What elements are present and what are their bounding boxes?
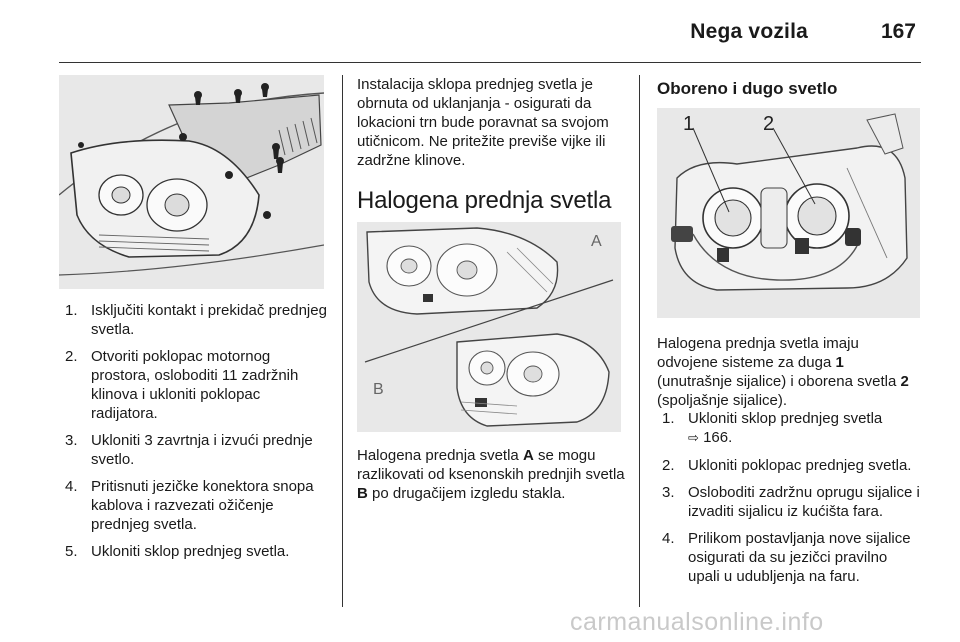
list-item: 3. Ukloniti 3 zavrtnja i izvući prednje svetlo. bbox=[65, 432, 313, 468]
bulb-replacement-steps-list bbox=[662, 409, 922, 594]
list-item: 4. Prilikom postavljanja nove sijalice osigurati da su jezičci pravilno upali u udubljenja na faru. bbox=[662, 530, 911, 585]
section-heading-beams: Oboreno i dugo svetlo bbox=[657, 79, 838, 98]
headlight-removal-drawing bbox=[59, 75, 324, 289]
figure-label-a: A bbox=[591, 233, 602, 250]
figure-label-b: B bbox=[373, 381, 384, 398]
beams-paragraph: Halogena prednja svetla imaju odvojene sisteme za duga 1 (unutrašnje sijalice) i oborena svetla 2 (spoljašnje sijalice). bbox=[657, 335, 909, 409]
list-item: 3. Osloboditi zadržnu oprugu sijalice i izvaditi sijalicu iz kućišta fara. bbox=[662, 484, 920, 520]
figure-label-2: 2 bbox=[763, 113, 775, 135]
page-number: 167 bbox=[880, 20, 916, 43]
header-rule bbox=[59, 62, 921, 63]
headlight-bulbs-illustration bbox=[657, 108, 920, 318]
list-item: 2. Otvoriti poklopac motornog prostora, osloboditi 11 zadržnih klinova i ukloniti poklopac radijatora. bbox=[65, 348, 299, 422]
list-item: 1. Isključiti kontakt i prekidač prednjeg svetla. bbox=[65, 302, 327, 338]
installation-paragraph: Instalacija sklopa prednjeg svetla je obrnuta od uklanjanja - osigurati da lokacioni trn bude poravnat sa svojom utičnicom. Ne pritežite previše vijke ili zadržne klinove. bbox=[357, 76, 609, 169]
halogen-headlights-drawing bbox=[357, 222, 621, 432]
figure-label-1: 1 bbox=[683, 113, 695, 135]
column-divider-2 bbox=[639, 75, 640, 607]
page-reference-link[interactable]: 166. bbox=[703, 429, 733, 446]
removal-steps-list bbox=[65, 301, 327, 569]
list-item: 1. Ukloniti sklop prednjeg svetla ⇨ 166. bbox=[662, 410, 883, 446]
section-heading-halogen: Halogena prednja svetla bbox=[357, 187, 612, 214]
list-item: 4. Pritisnuti jezičke konektora snopa kablova i razvezati ožičenje prednjeg svetla. bbox=[65, 478, 314, 533]
list-item: 5. Ukloniti sklop prednjeg svetla. bbox=[65, 543, 290, 560]
list-item: 2. Ukloniti poklopac prednjeg svetla. bbox=[662, 457, 912, 474]
halogen-vs-xenon-illustration bbox=[357, 222, 621, 432]
site-watermark: carmanualsonline.info bbox=[570, 608, 824, 636]
headlight-bulbs-drawing bbox=[657, 108, 920, 318]
page-reference-arrow-icon: ⇨ bbox=[688, 431, 699, 446]
page-header-title: Nega vozila bbox=[690, 20, 808, 43]
halogen-caption: Halogena prednja svetla A se mogu razlikovati od ksenonskih prednjih svetla B po drugačijem izgledu stakla. bbox=[357, 447, 625, 502]
headlight-removal-illustration bbox=[59, 75, 324, 289]
column-divider-1 bbox=[342, 75, 343, 607]
